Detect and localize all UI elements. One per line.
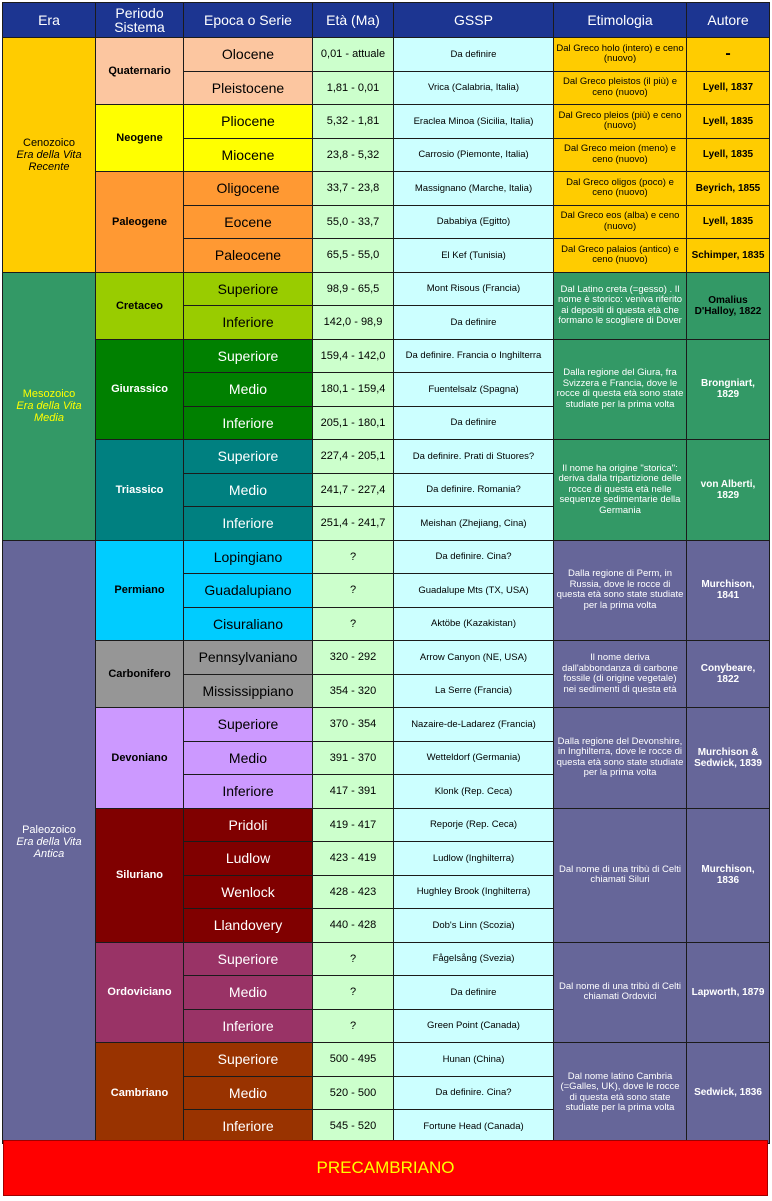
age-cell: 417 - 391	[313, 775, 394, 809]
gssp-cell: Eraclea Minoa (Sicilia, Italia)	[394, 105, 554, 139]
period-cell: Siluriano	[96, 808, 184, 942]
etymology-cell: Dal Latino creta (=gesso) . Il nome è storico: veniva riferito ai depositi di questa età che formano le scogliere di Dover	[554, 272, 687, 339]
table-row	[3, 172, 770, 206]
gssp-cell: Hughley Brook (Inghilterra)	[394, 875, 554, 909]
gssp-cell: Fortune Head (Canada)	[394, 1110, 554, 1144]
author-cell: Omalius D'Halloy, 1822	[687, 272, 770, 339]
age-cell: ?	[313, 1009, 394, 1043]
author-cell: Lyell, 1835	[687, 205, 770, 239]
age-cell: 142,0 - 98,9	[313, 306, 394, 340]
header-age: Età (Ma)	[313, 3, 394, 38]
table-row	[3, 708, 770, 742]
gssp-cell: Da definire	[394, 38, 554, 72]
author-cell: Murchison & Sedwick, 1839	[687, 708, 770, 809]
epoch-cell: Pennsylvaniano	[184, 641, 313, 675]
age-cell: 98,9 - 65,5	[313, 272, 394, 306]
etymology-cell: Dal nome latino Cambria (=Galles, UK), dove le rocce di questa età sono state studiate per la prima volta	[554, 1043, 687, 1144]
age-cell: 428 - 423	[313, 875, 394, 909]
gssp-cell: Da definire. Cina?	[394, 540, 554, 574]
author-cell: Beyrich, 1855	[687, 172, 770, 206]
gssp-cell: Ludlow (Inghilterra)	[394, 842, 554, 876]
author-cell: -	[687, 38, 770, 72]
age-cell: 5,32 - 1,81	[313, 105, 394, 139]
author-cell: Brongniart, 1829	[687, 339, 770, 440]
gssp-cell: Dob's Linn (Scozia)	[394, 909, 554, 943]
age-cell: 205,1 - 180,1	[313, 406, 394, 440]
gssp-cell: Dababiya (Egitto)	[394, 205, 554, 239]
age-cell: ?	[313, 607, 394, 641]
epoch-cell: Inferiore	[184, 1009, 313, 1043]
author-cell: Lyell, 1835	[687, 105, 770, 139]
age-cell: 354 - 320	[313, 674, 394, 708]
period-cell: Neogene	[96, 105, 184, 172]
epoch-cell: Wenlock	[184, 875, 313, 909]
age-cell: 65,5 - 55,0	[313, 239, 394, 273]
etymology-cell: Dal Greco pleistos (il più) e ceno (nuovo)	[554, 71, 687, 105]
epoch-cell: Superiore	[184, 440, 313, 474]
etymology-cell: Dal Greco palaios (antico) e ceno (nuovo)	[554, 239, 687, 273]
age-cell: 23,8 - 5,32	[313, 138, 394, 172]
epoch-cell: Pleistocene	[184, 71, 313, 105]
gssp-cell: Meishan (Zhejiang, Cina)	[394, 507, 554, 541]
table-row	[3, 540, 770, 574]
gssp-cell: Hunan (China)	[394, 1043, 554, 1077]
author-cell: Sedwick, 1836	[687, 1043, 770, 1144]
gssp-cell: Da definire	[394, 306, 554, 340]
gssp-cell: Guadalupe Mts (TX, USA)	[394, 574, 554, 608]
gssp-cell: Arrow Canyon (NE, USA)	[394, 641, 554, 675]
epoch-cell: Oligocene	[184, 172, 313, 206]
author-cell: Conybeare, 1822	[687, 641, 770, 708]
gssp-cell: Green Point (Canada)	[394, 1009, 554, 1043]
age-cell: 241,7 - 227,4	[313, 473, 394, 507]
era-name: Cenozoico	[23, 136, 75, 149]
age-cell: 320 - 292	[313, 641, 394, 675]
epoch-cell: Lopingiano	[184, 540, 313, 574]
author-cell: Lyell, 1835	[687, 138, 770, 172]
period-cell: Ordoviciano	[96, 942, 184, 1043]
author-cell: von Alberti, 1829	[687, 440, 770, 541]
era-cell	[3, 540, 96, 1143]
precambrian-band: PRECAMBRIANO	[3, 1140, 768, 1196]
epoch-cell: Cisuraliano	[184, 607, 313, 641]
table-row	[3, 440, 770, 474]
epoch-cell: Miocene	[184, 138, 313, 172]
header-author: Autore	[687, 3, 770, 38]
epoch-cell: Guadalupiano	[184, 574, 313, 608]
period-cell: Carbonifero	[96, 641, 184, 708]
era-name: Mesozoico	[22, 388, 76, 400]
epoch-cell: Superiore	[184, 272, 313, 306]
gssp-cell: Wetteldorf (Germania)	[394, 741, 554, 775]
table-body	[3, 38, 770, 1144]
table-row	[3, 942, 770, 976]
period-cell: Cretaceo	[96, 272, 184, 339]
period-cell: Paleogene	[96, 172, 184, 273]
epoch-cell: Superiore	[184, 1043, 313, 1077]
table-row	[3, 105, 770, 139]
author-cell: Lyell, 1837	[687, 71, 770, 105]
author-cell: Murchison, 1841	[687, 540, 770, 641]
epoch-cell: Olocene	[184, 38, 313, 72]
epoch-cell: Inferiore	[184, 1110, 313, 1144]
header-epoch: Epoca o Serie	[184, 3, 313, 38]
gssp-cell: Massignano (Marche, Italia)	[394, 172, 554, 206]
gssp-cell: Da definire. Francia o Inghilterra	[394, 339, 554, 373]
era-cell	[3, 38, 96, 273]
gssp-cell: Nazaire-de-Ladarez (Francia)	[394, 708, 554, 742]
age-cell: 440 - 428	[313, 909, 394, 943]
epoch-cell: Pliocene	[184, 105, 313, 139]
age-cell: ?	[313, 942, 394, 976]
epoch-cell: Medio	[184, 976, 313, 1010]
period-cell: Cambriano	[96, 1043, 184, 1144]
epoch-cell: Medio	[184, 473, 313, 507]
etymology-cell: Dal nome di una tribù di Celti chiamati Siluri	[554, 808, 687, 942]
gssp-cell: Da definire	[394, 976, 554, 1010]
age-cell: ?	[313, 976, 394, 1010]
period-cell: Devoniano	[96, 708, 184, 809]
era-cell	[3, 272, 96, 540]
age-cell: ?	[313, 540, 394, 574]
epoch-cell: Inferiore	[184, 507, 313, 541]
author-cell: Murchison, 1836	[687, 808, 770, 942]
epoch-cell: Medio	[184, 741, 313, 775]
gssp-cell: Fuentelsalz (Spagna)	[394, 373, 554, 407]
epoch-cell: Superiore	[184, 942, 313, 976]
epoch-cell: Medio	[184, 1076, 313, 1110]
age-cell: 520 - 500	[313, 1076, 394, 1110]
etymology-cell: Dal Greco oligos (poco) e ceno (nuovo)	[554, 172, 687, 206]
gssp-cell: El Kef (Tunisia)	[394, 239, 554, 273]
gssp-cell: Da definire. Romania?	[394, 473, 554, 507]
age-cell: 0,01 - attuale	[313, 38, 394, 72]
etymology-cell: Dal Greco eos (alba) e ceno (nuovo)	[554, 205, 687, 239]
age-cell: 370 - 354	[313, 708, 394, 742]
age-cell: 391 - 370	[313, 741, 394, 775]
gssp-cell: Carrosio (Piemonte, Italia)	[394, 138, 554, 172]
period-cell: Quaternario	[96, 38, 184, 105]
gssp-cell: Da definire. Cina?	[394, 1076, 554, 1110]
header-era: Era	[3, 3, 96, 38]
gssp-cell: Reporje (Rep. Ceca)	[394, 808, 554, 842]
etymology-cell: Dal Greco pleios (più) e ceno (nuovo)	[554, 105, 687, 139]
header-period: Periodo Sistema	[96, 3, 184, 38]
age-cell: 55,0 - 33,7	[313, 205, 394, 239]
era-name: Paleozoico	[22, 823, 76, 836]
gssp-cell: Mont Risous (Francia)	[394, 272, 554, 306]
gssp-cell: Fågelsång (Svezia)	[394, 942, 554, 976]
era-subtitle: Era della Vita Antica	[16, 835, 82, 860]
age-cell: 419 - 417	[313, 808, 394, 842]
etymology-cell: Dal Greco holo (intero) e ceno (nuovo)	[554, 38, 687, 72]
author-cell: Lapworth, 1879	[687, 942, 770, 1043]
table-row	[3, 339, 770, 373]
geologic-timescale-table	[2, 2, 770, 1144]
epoch-cell: Inferiore	[184, 406, 313, 440]
gssp-cell: Da definire	[394, 406, 554, 440]
period-cell: Permiano	[96, 540, 184, 641]
epoch-cell: Medio	[184, 373, 313, 407]
age-cell: 180,1 - 159,4	[313, 373, 394, 407]
etymology-cell: Dalla regione del Devonshire, in Inghilterra, dove le rocce di questa età sono state studiate per la prima volta	[554, 708, 687, 809]
age-cell: 251,4 - 241,7	[313, 507, 394, 541]
author-cell: Schimper, 1835	[687, 239, 770, 273]
gssp-cell: Klonk (Rep. Ceca)	[394, 775, 554, 809]
table-row	[3, 808, 770, 842]
etymology-cell: Dalla regione di Perm, in Russia, dove le rocce di questa età sono state studiate per la prima volta	[554, 540, 687, 641]
period-cell: Triassico	[96, 440, 184, 541]
table-row	[3, 38, 770, 72]
epoch-cell: Mississippiano	[184, 674, 313, 708]
etymology-cell: Il nome deriva dall'abbondanza di carbone fossile (di origine vegetale) nei sedimenti di questa età	[554, 641, 687, 708]
age-cell: ?	[313, 574, 394, 608]
etymology-cell: Dal nome di una tribù di Celti chiamati Ordovici	[554, 942, 687, 1043]
epoch-cell: Llandovery	[184, 909, 313, 943]
age-cell: 423 - 419	[313, 842, 394, 876]
table-row	[3, 641, 770, 675]
table-row	[3, 1043, 770, 1077]
epoch-cell: Ludlow	[184, 842, 313, 876]
epoch-cell: Superiore	[184, 708, 313, 742]
gssp-cell: Aktöbe (Kazakistan)	[394, 607, 554, 641]
epoch-cell: Eocene	[184, 205, 313, 239]
table-row	[3, 272, 770, 306]
age-cell: 159,4 - 142,0	[313, 339, 394, 373]
period-cell: Giurassico	[96, 339, 184, 440]
gssp-cell: Da definire. Prati di Stuores?	[394, 440, 554, 474]
etymology-cell: Dal Greco meion (meno) e ceno (nuovo)	[554, 138, 687, 172]
epoch-cell: Pridoli	[184, 808, 313, 842]
era-subtitle: Era della Vita Recente	[16, 148, 82, 173]
age-cell: 545 - 520	[313, 1110, 394, 1144]
epoch-cell: Inferiore	[184, 775, 313, 809]
age-cell: 33,7 - 23,8	[313, 172, 394, 206]
gssp-cell: La Serre (Francia)	[394, 674, 554, 708]
header-etymology: Etimologia	[554, 3, 687, 38]
epoch-cell: Paleocene	[184, 239, 313, 273]
age-cell: 1,81 - 0,01	[313, 71, 394, 105]
age-cell: 227,4 - 205,1	[313, 440, 394, 474]
header-row	[3, 3, 770, 38]
gssp-cell: Vrica (Calabria, Italia)	[394, 71, 554, 105]
epoch-cell: Inferiore	[184, 306, 313, 340]
epoch-cell: Superiore	[184, 339, 313, 373]
header-gssp: GSSP	[394, 3, 554, 38]
age-cell: 500 - 495	[313, 1043, 394, 1077]
era-subtitle: Era della Vita Media	[16, 400, 82, 424]
etymology-cell: Dalla regione del Giura, fra Svizzera e Francia, dove le rocce di questa età sono state studiate per la prima volta	[554, 339, 687, 440]
etymology-cell: Il nome ha origine "storica": deriva dalla tripartizione delle rocce di questa età nelle sequenze sedimentarie della Germania	[554, 440, 687, 541]
